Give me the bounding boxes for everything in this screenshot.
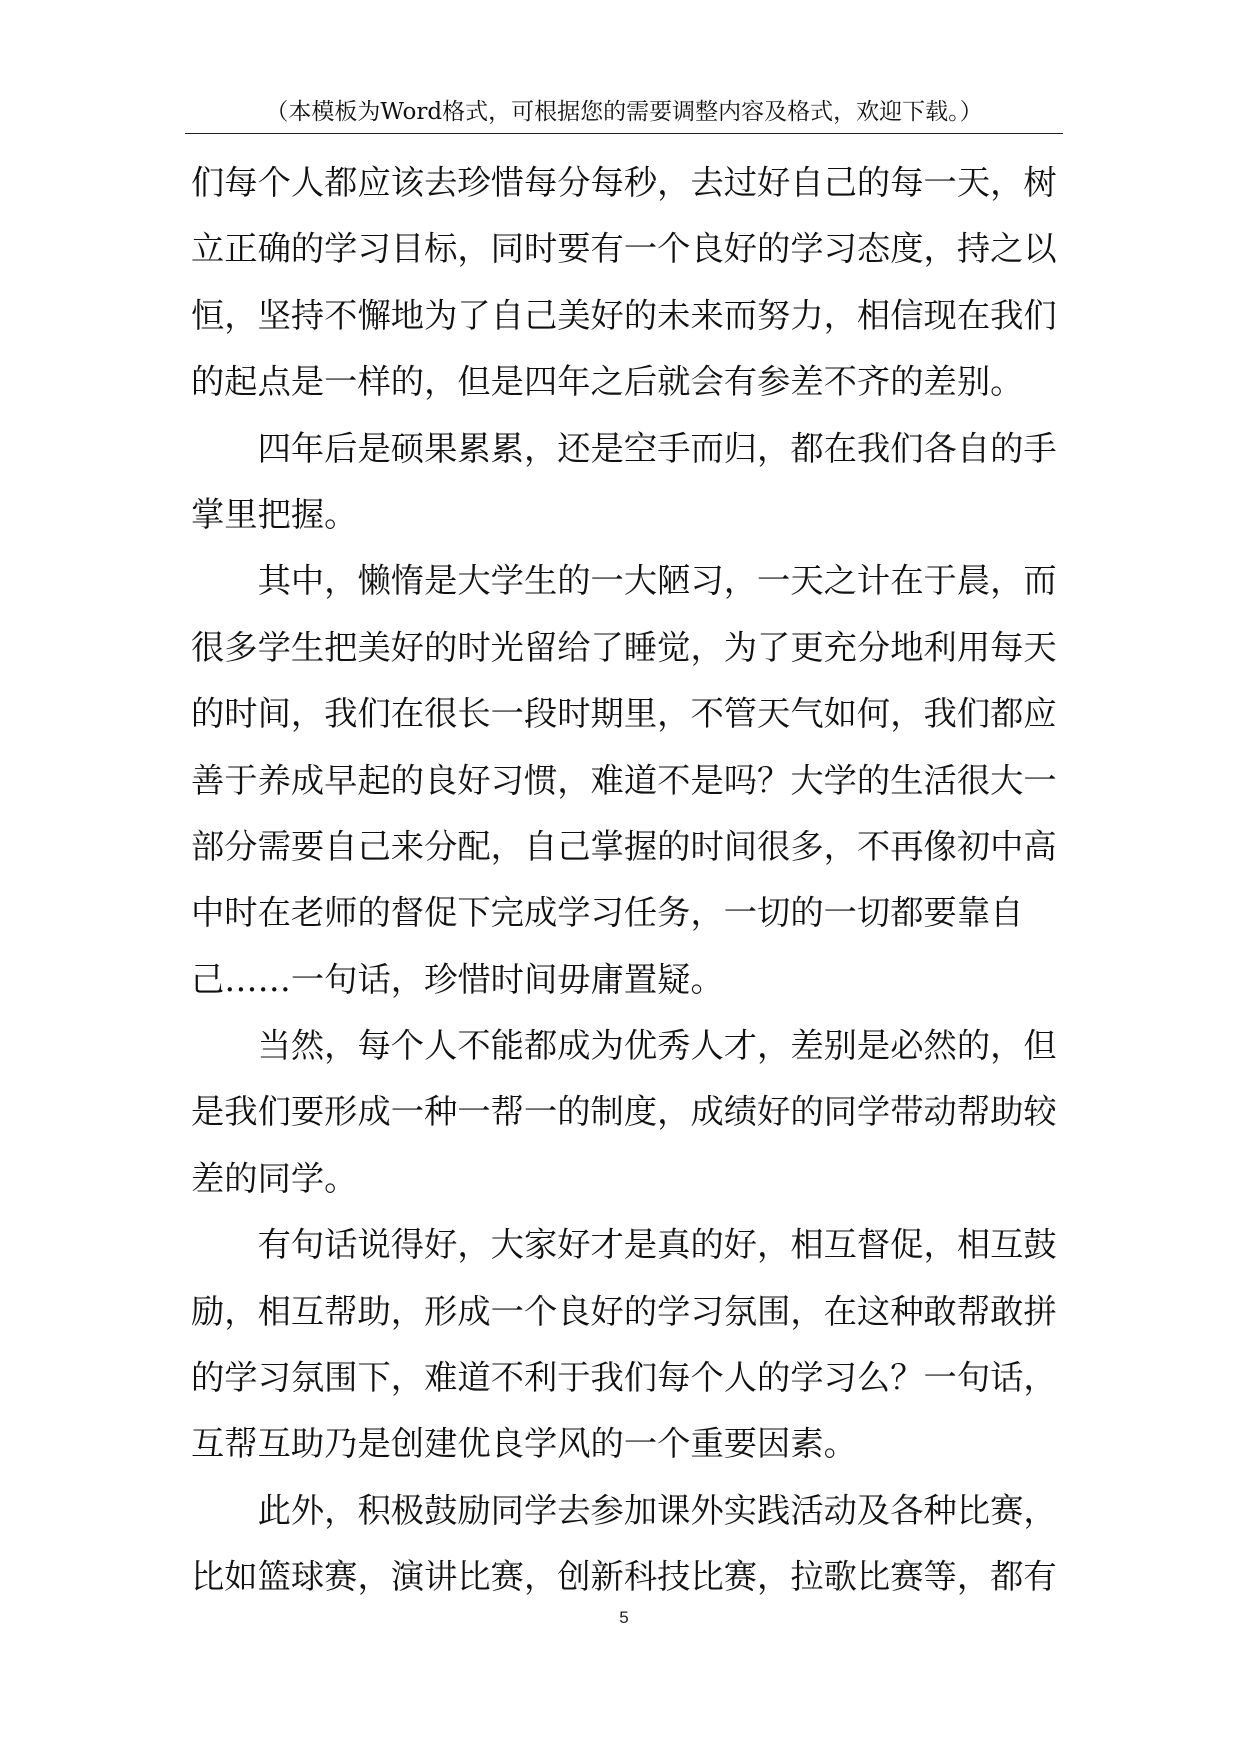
paragraph	[191, 1212, 1058, 1478]
body-text	[191, 150, 1058, 1611]
body-line: 是我们要形成一种一帮一的制度，成绩好的同学带动帮助较	[191, 1092, 1057, 1132]
body-line: 们每个人都应该去珍惜每分每秒，去过好自己的每一天，树	[191, 163, 1057, 202]
paragraph	[191, 1013, 1058, 1212]
page-number: 5	[619, 1608, 629, 1627]
body-line: 比如篮球赛，演讲比赛，创新科技比赛，拉歌比赛等，都有	[191, 1557, 1057, 1597]
body-line: 恒，坚持不懈地为了自己美好的未来而努力，相信现在我们	[191, 295, 1057, 335]
paragraph	[191, 548, 1058, 1013]
body-line: 掌里把握。	[191, 494, 358, 534]
body-line: 的起点是一样的，但是四年之后就会有参差不齐的差别。	[191, 362, 1024, 402]
body-line: 其中，懒惰是大学生的一大陋习，一天之计在于晨，而	[257, 561, 1057, 601]
body-line: 励，相互帮助，形成一个良好的学习氛围，在这种敢帮敢拼	[191, 1291, 1057, 1331]
paragraph	[191, 416, 1058, 549]
paragraph	[191, 1478, 1058, 1611]
paragraph-continued	[191, 150, 1058, 416]
body-line: 很多学生把美好的时光留给了睡觉，为了更充分地利用每天	[191, 627, 1057, 667]
body-line: 的时间，我们在很长一段时期里，不管天气如何，我们都应	[191, 694, 1057, 734]
body-line: 善于养成早起的良好习惯，难道不是吗？大学的生活很大一	[191, 760, 1057, 800]
body-line: 差的同学。	[191, 1158, 358, 1198]
body-line: 立正确的学习目标，同时要有一个良好的学习态度，持之以	[191, 229, 1057, 269]
body-line: 部分需要自己来分配，自己掌握的时间很多，不再像初中高	[191, 826, 1057, 866]
body-line: 己……一句话，珍惜时间毋庸置疑。	[191, 959, 724, 999]
body-line: 当然，每个人不能都成为优秀人才，差别是必然的，但	[257, 1026, 1057, 1066]
template-header-note: （本模板为Word格式，可根据您的需要调整内容及格式，欢迎下载。）	[265, 99, 983, 125]
body-line: 四年后是硕果累累，还是空手而归，都在我们各自的手	[257, 428, 1057, 468]
body-line: 中时在老师的督促下完成学习任务，一切的一切都要靠自	[191, 893, 1024, 933]
header-divider	[185, 133, 1063, 134]
body-line: 此外，积极鼓励同学去参加课外实践活动及各种比赛，	[257, 1490, 1057, 1530]
body-line: 互帮互助乃是创建优良学风的一个重要因素。	[191, 1424, 857, 1464]
body-line: 的学习氛围下，难道不利于我们每个人的学习么？一句话，	[191, 1358, 1057, 1398]
body-line: 有句话说得好，大家好才是真的好，相互督促，相互鼓	[257, 1225, 1057, 1265]
